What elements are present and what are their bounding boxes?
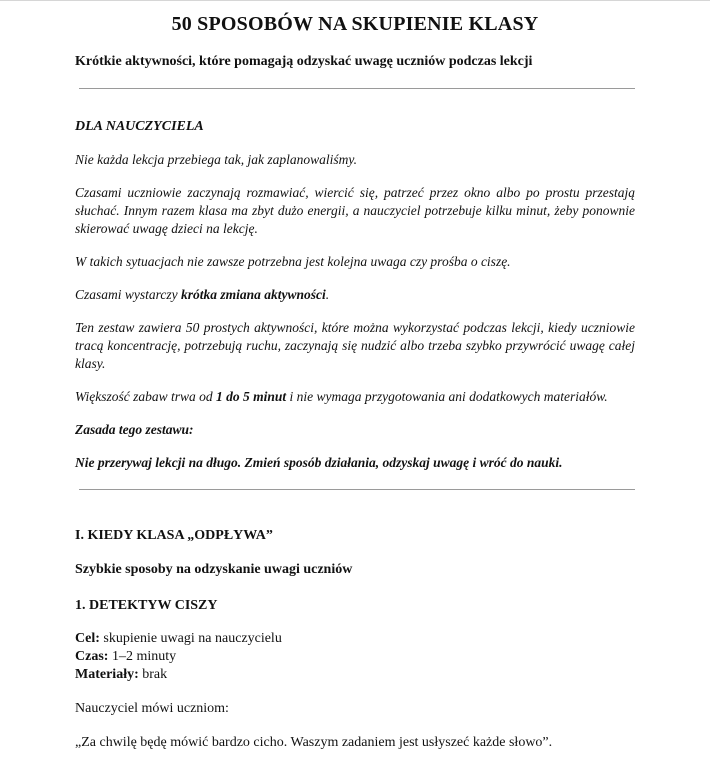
activity-title: 1. DETEKTYW CISZY [75, 598, 218, 613]
goal-label: Cel: [75, 631, 100, 646]
section-one-heading: I. KIEDY KLASA „ODPŁYWA” [75, 528, 273, 543]
document-title: 50 SPOSOBÓW NA SKUPIENIE KLASY [171, 13, 539, 35]
teacher-paragraph-4 [75, 286, 635, 304]
materials-value: brak [138, 667, 168, 682]
divider-middle [79, 489, 635, 490]
p6-bold-text: 1 do 5 minut [216, 389, 287, 404]
rule-label: Zasada tego zestawu: [75, 422, 194, 437]
divider-top [79, 88, 635, 89]
activity-intro: Nauczyciel mówi uczniom: [75, 701, 229, 716]
activity-time [75, 648, 635, 666]
activity-materials [75, 666, 635, 684]
time-label: Czas: [75, 649, 109, 664]
time-value: 1–2 minuty [108, 649, 177, 664]
document-page [0, 1, 710, 752]
section-one-subheading: Szybkie sposoby na odzyskanie uwagi uczniów [75, 562, 353, 577]
section-one [75, 527, 635, 752]
teacher-paragraph-6 [75, 388, 635, 406]
rule-text: Nie przerywaj lekcji na długo. Zmień sposób działania, odzyskaj uwagę i wróć do nauki. [75, 455, 563, 470]
goal-value: skupienie uwagi na nauczycielu [99, 631, 282, 646]
activity-meta [75, 630, 635, 684]
p4-post-text: . [325, 287, 330, 302]
activity-goal [75, 630, 635, 648]
teacher-section [75, 118, 635, 472]
p4-pre-text: Czasami wystarczy [75, 287, 182, 302]
document-subtitle: Krótkie aktywności, które pomagają odzyskać uwagę uczniów podczas lekcji [75, 54, 533, 69]
p6-post-text: i nie wymaga przygotowania ani dodatkowych materiałów. [286, 389, 608, 404]
p4-bold-text: krótka zmiana aktywności [181, 287, 326, 302]
teacher-paragraph-1: Nie każda lekcja przebiega tak, jak zaplanowaliśmy. [75, 152, 357, 167]
teacher-paragraph-5: Ten zestaw zawiera 50 prostych aktywności, które można wykorzystać podczas lekcji, kiedy uczniowie tracą koncentrację, potrzebują ruchu, zaczynają się nudzić albo trzeba szybko przywrócić uwagę całej klasy. [75, 320, 635, 371]
teacher-paragraph-3: W takich sytuacjach nie zawsze potrzebna jest kolejna uwaga czy prośba o ciszę. [75, 254, 511, 269]
activity-quote: „Za chwilę będę mówić bardzo cicho. Waszym zadaniem jest usłyszeć każde słowo”. [75, 735, 553, 750]
teacher-heading: DLA NAUCZYCIELA [75, 119, 204, 134]
materials-label: Materiały: [75, 667, 139, 682]
p6-pre-text: Większość zabaw trwa od [75, 389, 217, 404]
teacher-paragraph-2: Czasami uczniowie zaczynają rozmawiać, wiercić się, patrzeć przez okno albo po prostu przestają słuchać. Innym razem klasa ma zbyt dużo energii, a nauczyciel potrzebuje kilku minut, żeby ponownie skierować uwagę dzieci na lekcję. [75, 185, 635, 236]
